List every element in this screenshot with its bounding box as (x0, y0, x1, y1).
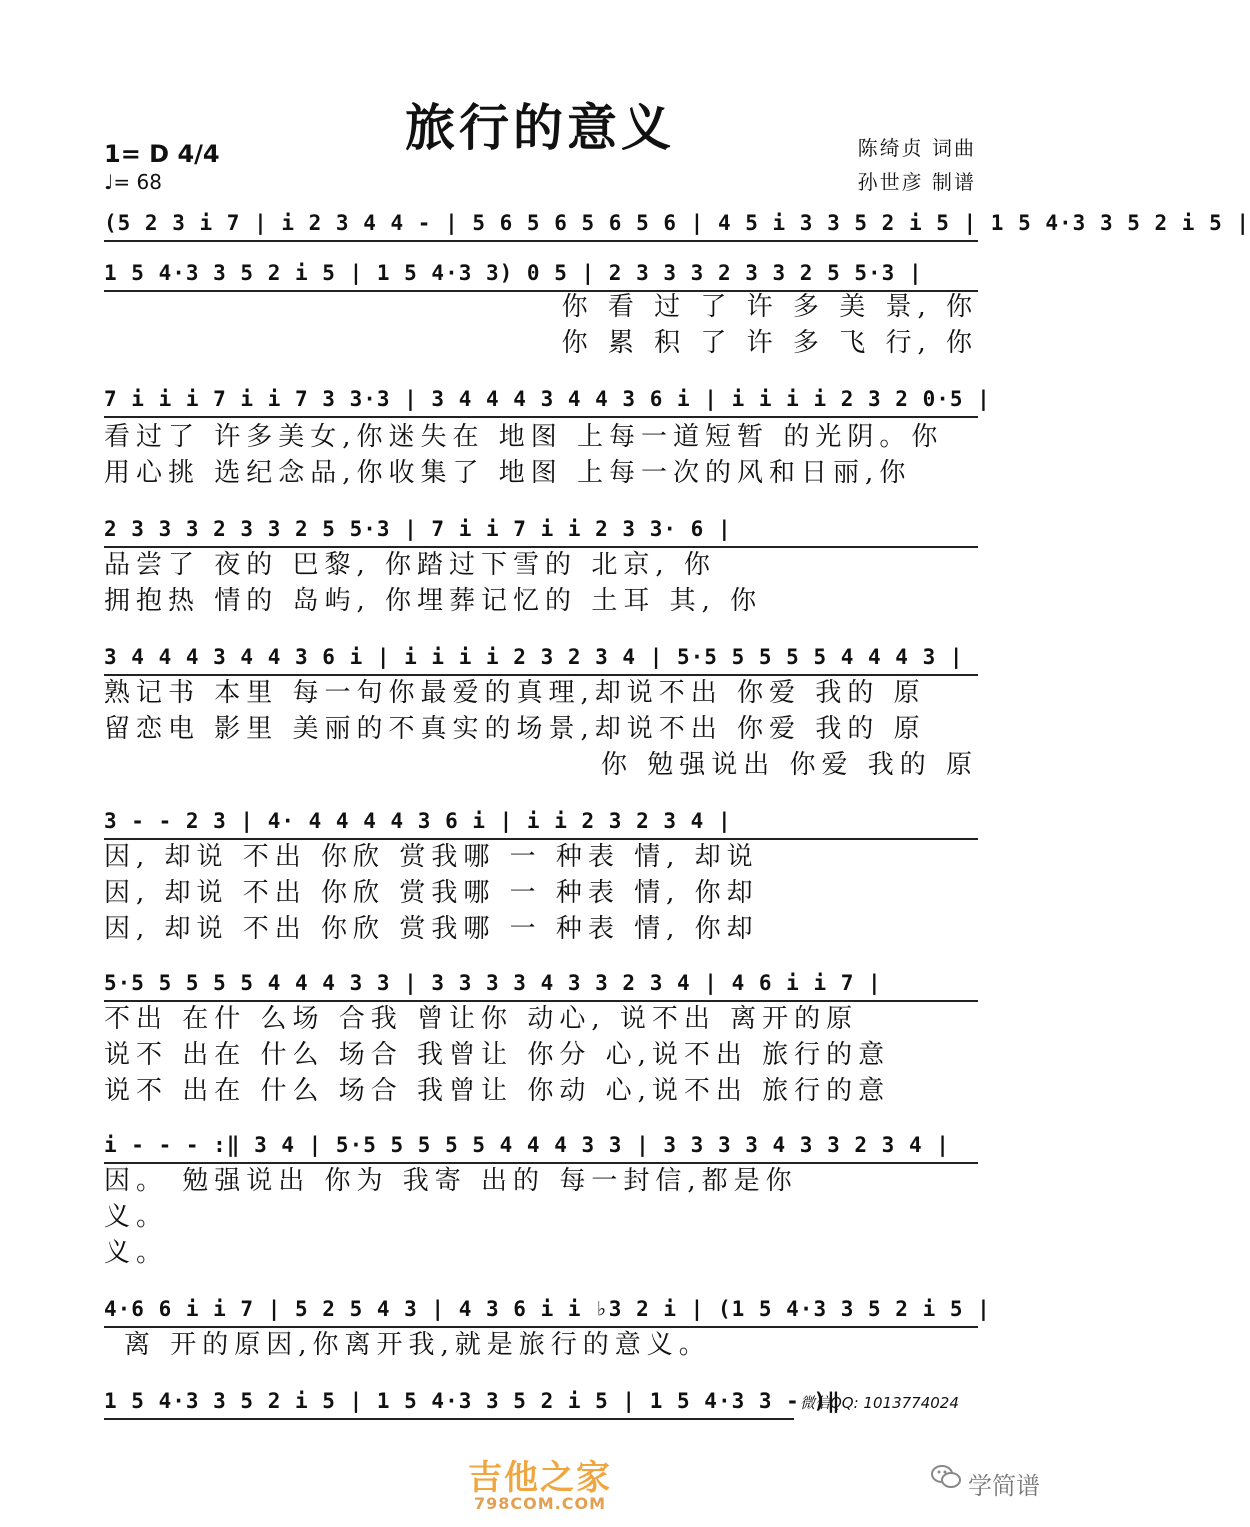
lyric-line: 你 看 过 了 许 多 美 景, 你 (561, 292, 978, 322)
notation-line: (5 2 3 i 7 | i 2 3 4 4 - | 5 6 5 6 5 6 5 6 | 4 5 i 3 3 5 2 i 5 | 1 5 4·3 3 5 2 i 5 | (104, 211, 1250, 235)
lyric-line: 因, 却说 不出 你欣 赏我哪 一 种表 情, 却说 (104, 842, 759, 872)
lyric-line: 品尝了 夜的 巴黎, 你踏过下雪的 北京, 你 (104, 550, 716, 580)
lyric-line: 因, 却说 不出 你欣 赏我哪 一 种表 情, 你却 (104, 878, 759, 908)
lyric-line: 留恋电 影里 美丽的不真实的场景,却说不出 你爱 我的 原 (104, 714, 926, 744)
notation-line: 2 3 3 3 2 3 3 2 5 5·3 | 7 i i 7 i i 2 3 3· 6 | (104, 517, 732, 541)
lyric-line: 义。 (104, 1238, 169, 1268)
beat-underline (104, 240, 978, 244)
lyric-line: 用心挑 选纪念品,你收集了 地图 上每一次的风和日丽,你 (104, 458, 912, 488)
notation-line: 3 4 4 4 3 4 4 3 6 i | i i i i 2 3 2 3 4 | 5·5 5 5 5 5 4 4 4 3 | (104, 645, 964, 669)
lyric-line: 熟记书 本里 每一句你最爱的真理,却说不出 你爱 我的 原 (104, 678, 926, 708)
notation-line: 5·5 5 5 5 5 4 4 4 3 3 | 3 3 3 3 4 3 3 2 3 4 | 4 6 i i 7 | (104, 971, 882, 995)
song-title: 旅行的意义 (405, 99, 675, 157)
beat-underline (104, 1418, 794, 1422)
notation-line: 1 5 4·3 3 5 2 i 5 | 1 5 4·3 3) 0 5 | 2 3 3 3 2 3 3 2 5 5·3 | (104, 261, 923, 285)
notation-line: 1 5 4·3 3 5 2 i 5 | 1 5 4·3 3 5 2 i 5 | 1 5 4·3 3 - )‖ (104, 1389, 841, 1413)
lyric-line: 你 勉强说出 你爱 我的 原 (600, 750, 978, 780)
wechat-icon (930, 1462, 962, 1492)
lyric-line: 说不 出在 什么 场合 我曾让 你动 心,说不出 旅行的意 (104, 1076, 891, 1106)
watermark-brand: 学简谱 (968, 1472, 1040, 1500)
notation-line: 3 - - 2 3 | 4· 4 4 4 4 3 6 i | i i 2 3 2 3 4 | (104, 809, 732, 833)
watermark-site-url: 798COM.COM (473, 1494, 606, 1513)
lyric-line: 义。 (104, 1202, 169, 1232)
key-signature: 1= D 4/4 (104, 140, 220, 168)
notation-line: 7 i i i 7 i i 7 3 3·3 | 3 4 4 4 3 4 4 3 6 i | i i i i 2 3 2 0·5 | (104, 387, 991, 411)
notation-line: 4·6 6 i i 7 | 5 2 5 4 3 | 4 3 6 i i ♭3 2 i | (1 5 4·3 3 5 2 i 5 | (104, 1297, 991, 1321)
lyric-line: 说不 出在 什么 场合 我曾让 你分 心,说不出 旅行的意 (104, 1040, 891, 1070)
contact-qq: 微信QQ: 1013774024 (800, 1394, 959, 1412)
lyric-line: 因, 却说 不出 你欣 赏我哪 一 种表 情, 你却 (104, 914, 759, 944)
arranger-credit: 孙世彦 制谱 (857, 170, 976, 194)
lyric-line: 看过了 许多美女,你迷失在 地图 上每一道短暂 的光阴。你 (104, 422, 944, 452)
tempo-marking: ♩= 68 (104, 170, 162, 194)
notation-line: i - - - :‖ 3 4 | 5·5 5 5 5 5 4 4 4 3 3 | 3 3 3 3 4 3 3 2 3 4 | (104, 1133, 950, 1157)
lyric-line: 拥抱热 情的 岛屿, 你埋葬记忆的 土耳 其, 你 (104, 586, 763, 616)
lyric-line: 不出 在什 么场 合我 曾让你 动心, 说不出 离开的原 (104, 1004, 859, 1034)
composer-credit: 陈绮贞 词曲 (857, 136, 976, 160)
watermark-site-title: 吉他之家 (468, 1458, 612, 1498)
lyric-line: 你 累 积 了 许 多 飞 行, 你 (561, 328, 978, 358)
lyric-line: 因。 勉强说出 你为 我寄 出的 每一封信,都是你 (104, 1166, 798, 1196)
lyric-line: 离 开的原因,你离开我,就是旅行的意义。 (124, 1330, 711, 1360)
